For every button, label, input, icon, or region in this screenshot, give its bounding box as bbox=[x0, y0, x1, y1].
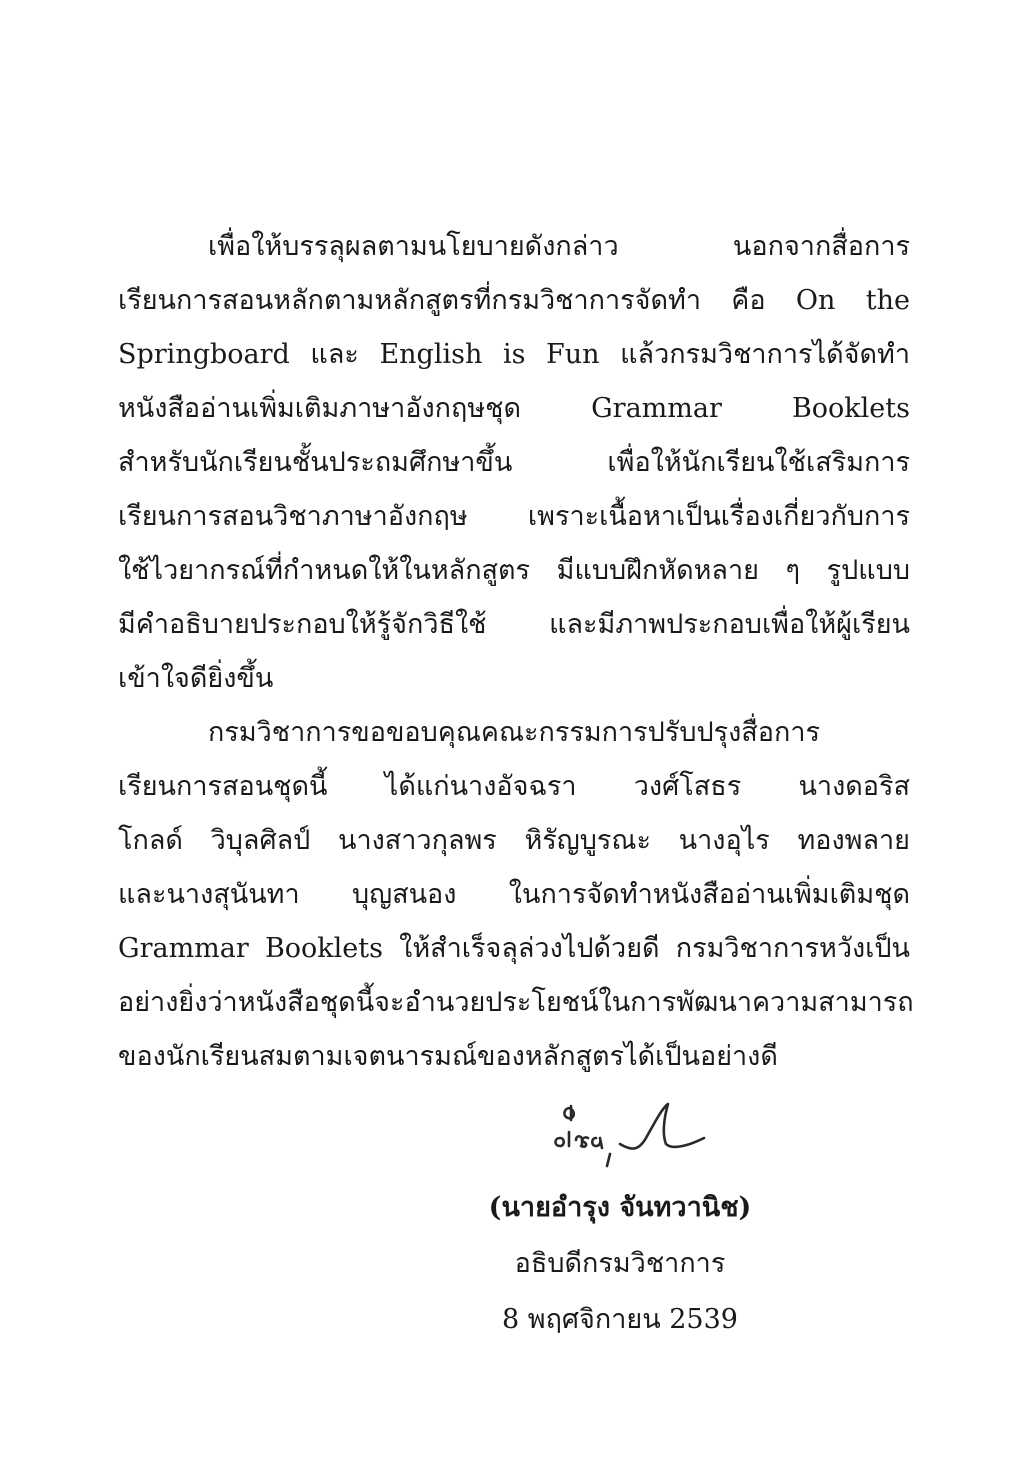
document-date: 8 พฤศจิกายน 2539 bbox=[502, 1304, 738, 1335]
paragraph-2 bbox=[118, 706, 914, 1084]
paragraph-line: เรียนการสอนหลักตามหลักสูตรที่กรมวิชาการจัดทำ คือ On the bbox=[118, 285, 910, 316]
paragraph-line: Springboard และ English is Fun แล้วกรมวิชาการได้จัดทำ bbox=[118, 339, 910, 370]
paragraph-line: สำหรับนักเรียนชั้นประถมศึกษาขึ้น เพื่อให้นักเรียนใช้เสริมการ bbox=[118, 447, 910, 478]
paragraph-line: และนางสุนันทา บุญสนอง ในการจัดทำหนังสืออ่านเพิ่มเติมชุด bbox=[118, 879, 910, 910]
handwritten-signature bbox=[470, 1100, 790, 1170]
paragraph-line: หนังสืออ่านเพิ่มเติมภาษาอังกฤษชุด Grammar Booklets bbox=[118, 393, 910, 424]
paragraph-line: Grammar Booklets ให้สำเร็จลุล่วงไปด้วยดี กรมวิชาการหวังเป็น bbox=[118, 933, 910, 964]
paragraph-line: มีคำอธิบายประกอบให้รู้จักวิธีใช้ และมีภาพประกอบเพื่อให้ผู้เรียน bbox=[118, 609, 910, 640]
paragraph-line: เพื่อให้บรรลุผลตามนโยบายดังกล่าว นอกจากสื่อการ bbox=[208, 231, 910, 262]
signatory-title: อธิบดีกรมวิชาการ bbox=[514, 1248, 726, 1279]
paragraph-line: โกลด์ วิบุลศิลป์ นางสาวกุลพร หิรัญบูรณะ นางอุไร ทองพลาย bbox=[118, 825, 910, 856]
paragraph-line: อย่างยิ่งว่าหนังสือชุดนี้จะอำนวยประโยชน์ในการพัฒนาความสามารถ bbox=[118, 987, 914, 1018]
paragraph-line: กรมวิชาการขอขอบคุณคณะกรรมการปรับปรุงสื่อการ bbox=[208, 717, 820, 748]
signature-drawing bbox=[470, 1100, 790, 1170]
signature-block bbox=[440, 1180, 800, 1348]
signatory-name: (นายอำรุง จันทวานิช) bbox=[488, 1192, 752, 1223]
paragraph-line: เรียนการสอนวิชาภาษาอังกฤษ เพราะเนื้อหาเป็นเรื่องเกี่ยวกับการ bbox=[118, 501, 910, 532]
paragraph-line: ของนักเรียนสมตามเจตนารมณ์ของหลักสูตรได้เป็นอย่างดี bbox=[118, 1041, 778, 1072]
paragraph-line: เรียนการสอนชุดนี้ ได้แก่นางอัจฉรา วงศ์โสธร นางดอริส bbox=[118, 771, 910, 802]
paragraph-line: ใช้ไวยากรณ์ที่กำหนดให้ในหลักสูตร มีแบบฝึกหัดหลาย ๆ รูปแบบ bbox=[118, 555, 910, 586]
paragraph-1 bbox=[118, 220, 910, 706]
paragraph-line: เข้าใจดียิ่งขึ้น bbox=[118, 663, 274, 694]
body-text bbox=[118, 220, 914, 1084]
